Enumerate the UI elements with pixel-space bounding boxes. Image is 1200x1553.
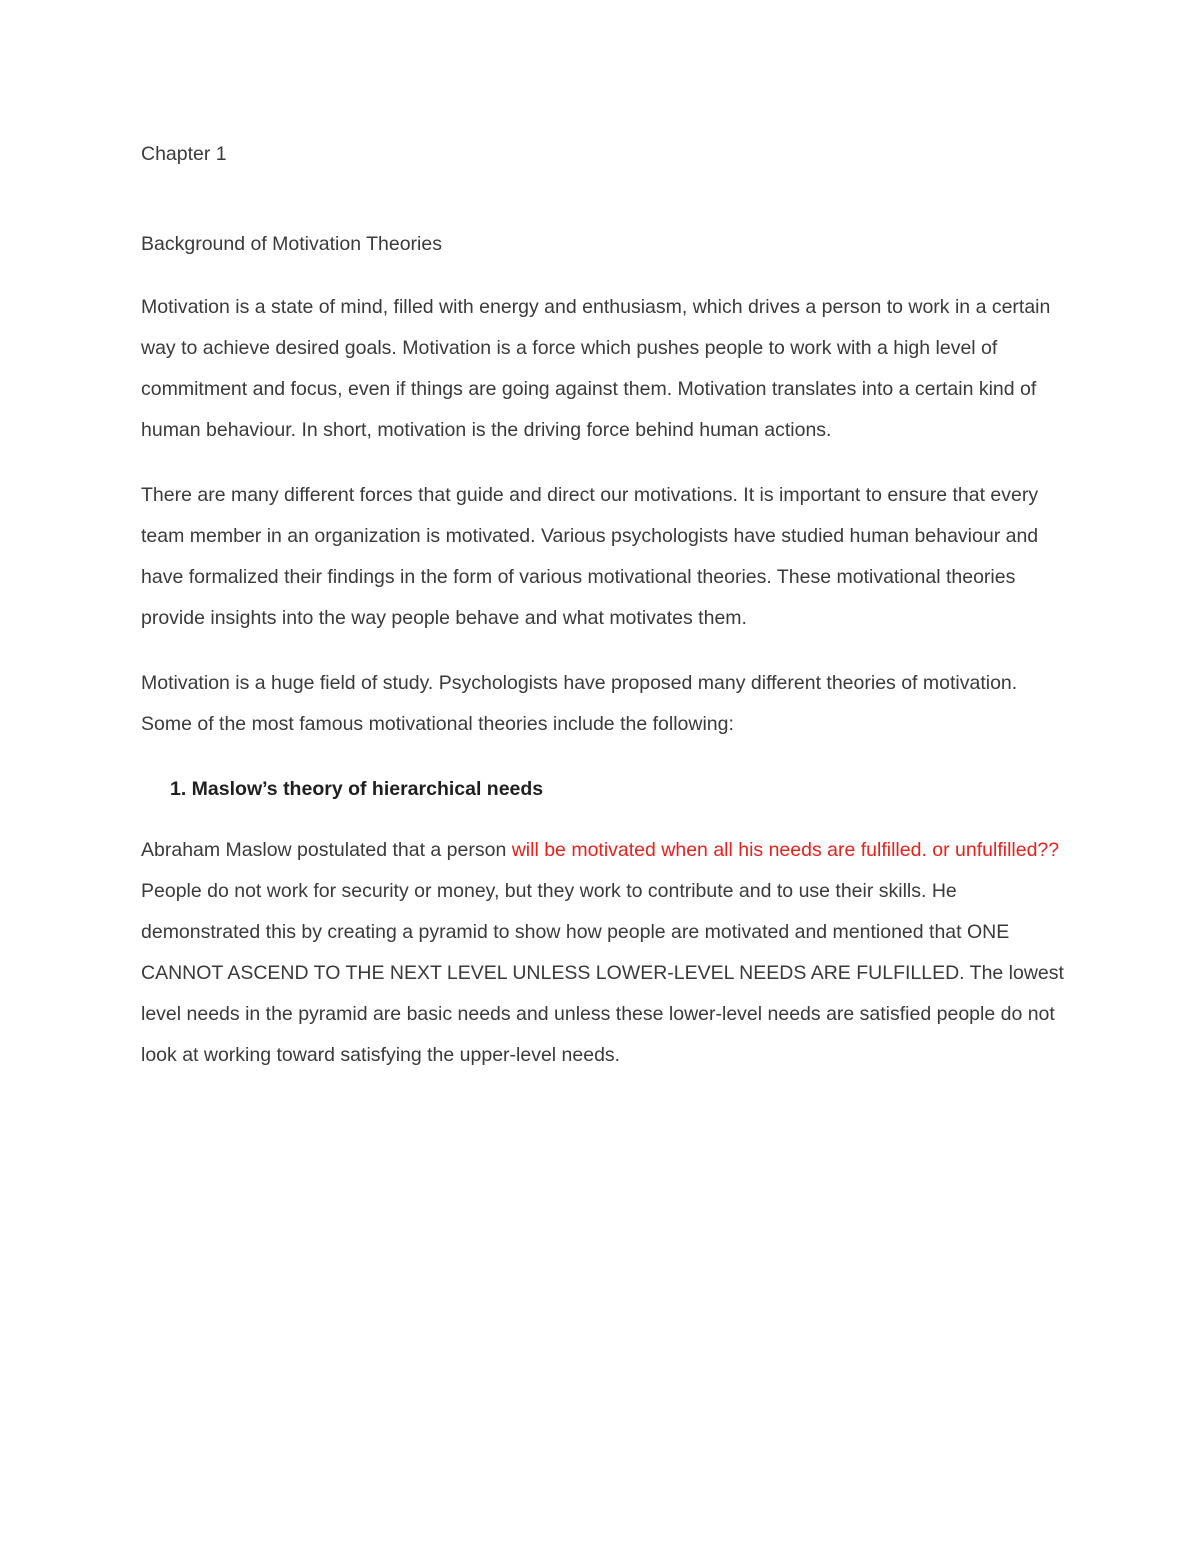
section-title: Background of Motivation Theories bbox=[141, 233, 442, 255]
maslow-highlight-text: will be motivated when all his needs are fulfilled. or unfulfilled?? bbox=[511, 839, 1060, 861]
list-heading-maslow: 1. Maslow’s theory of hierarchical needs bbox=[170, 778, 544, 800]
paragraph-maslow bbox=[141, 830, 1066, 1076]
maslow-text-after: People do not work for security or money, but they work to contribute and to use their skills. He demonstrated this by creating a pyramid to show how people are motivated and mentioned that ONE CANNOT ASCEND TO THE NEXT LEVEL UNLESS LOWER-LEVEL NEEDS ARE FULFILLED. The lowest level needs in the pyramid are basic needs and unless these lower-level needs are satisfied people do not look at working toward satisfying the upper-level needs. bbox=[141, 880, 1064, 1066]
paragraph-2: There are many different forces that guide and direct our motivations. It is important to ensure that every team member in an organization is motivated. Various psychologists have studied human behaviour and have formalized their findings in the form of various motivational theories. These motivational theories provide insights into the way people behave and what motivates them. bbox=[141, 484, 1039, 629]
paragraph-1: Motivation is a state of mind, filled with energy and enthusiasm, which drives a person to work in a certain way to achieve desired goals. Motivation is a force which pushes people to work with a high level of commitment and focus, even if things are going against them. Motivation translates into a certain kind of human behaviour. In short, motivation is the driving force behind human actions. bbox=[141, 296, 1051, 441]
document-page bbox=[141, 137, 1066, 1100]
chapter-label: Chapter 1 bbox=[141, 143, 227, 165]
maslow-text-before: Abraham Maslow postulated that a person bbox=[141, 839, 512, 861]
paragraph-3: Motivation is a huge field of study. Psychologists have proposed many different theories of motivation. Some of the most famous motivational theories include the following: bbox=[141, 672, 1018, 735]
